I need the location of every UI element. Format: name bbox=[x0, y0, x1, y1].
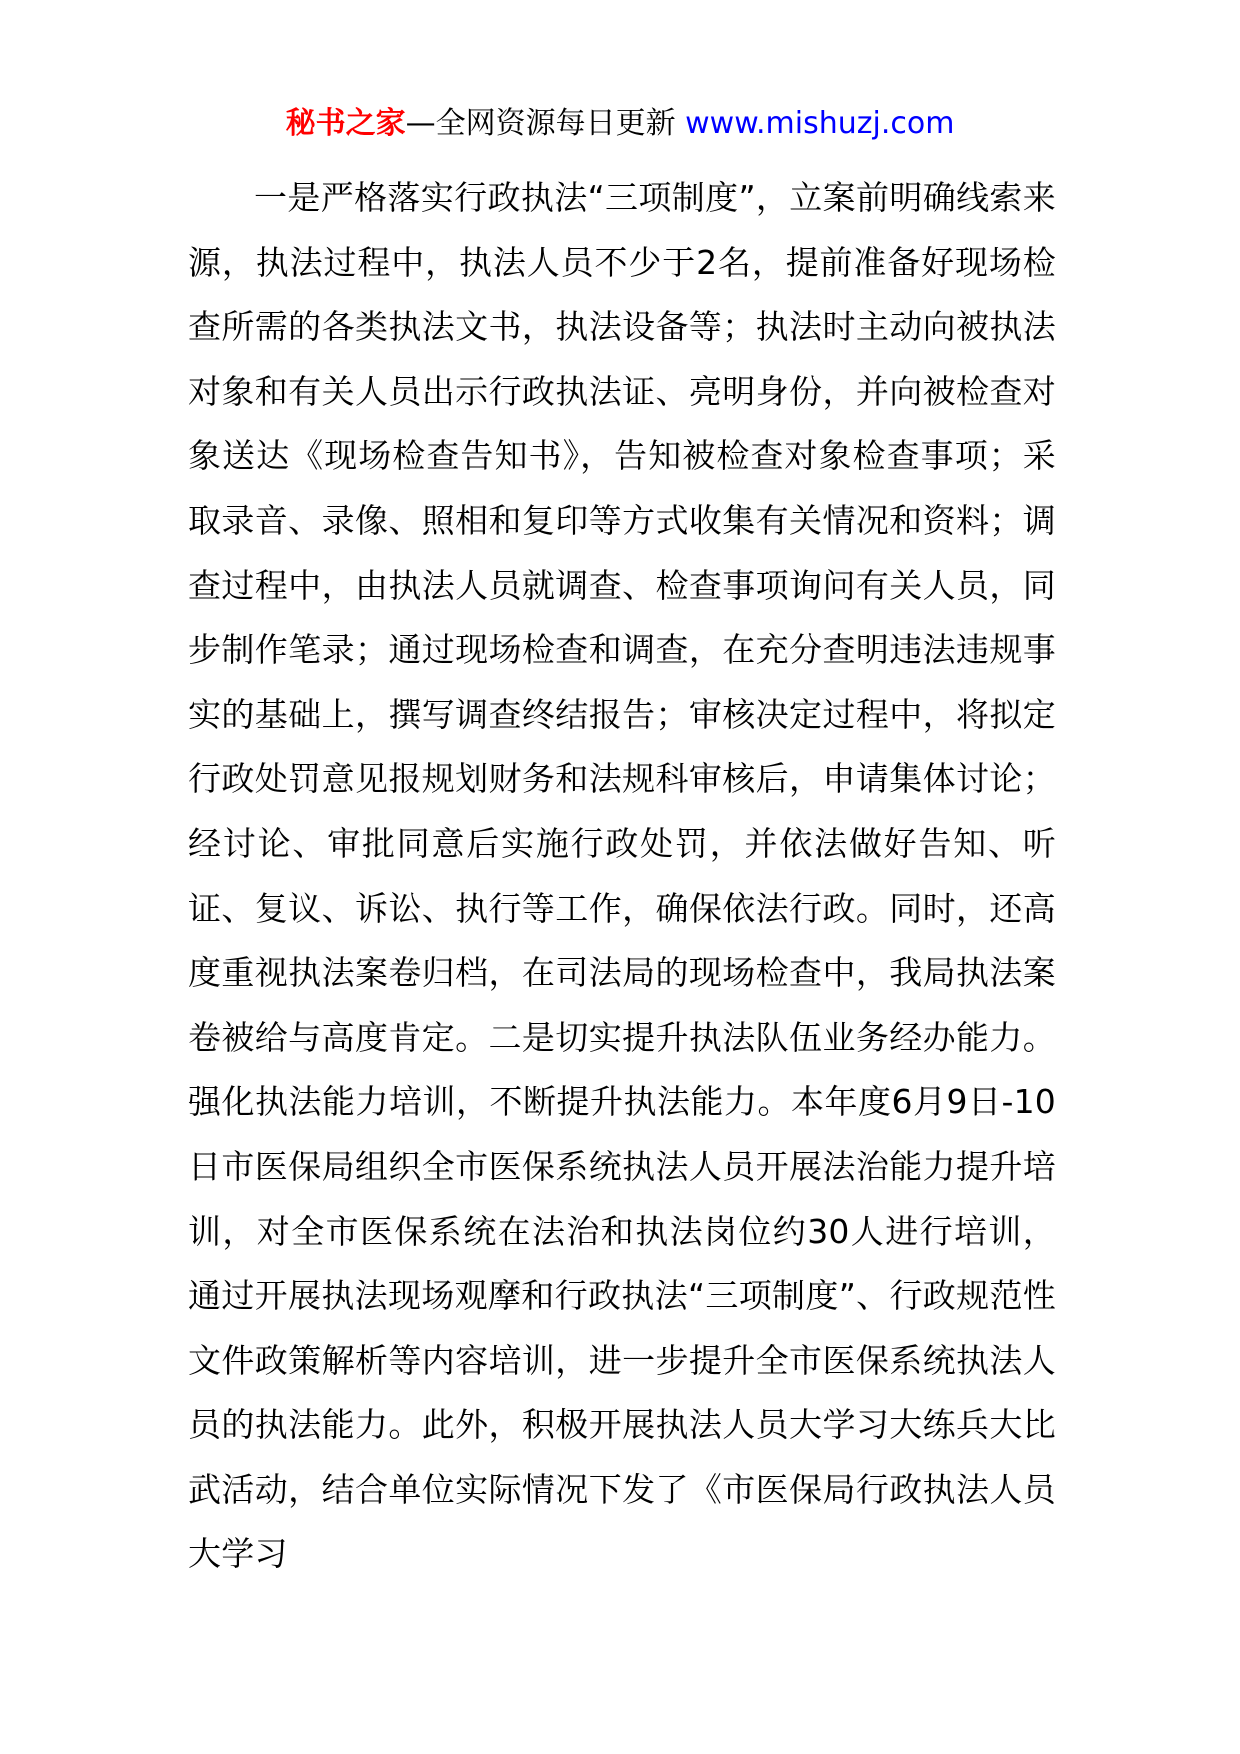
page-header bbox=[0, 104, 1240, 144]
site-url-link[interactable]: www.mishuzj.com bbox=[685, 106, 955, 141]
header-tagline: —全网资源每日更新 bbox=[405, 106, 686, 141]
document-paragraph: 一是严格落实行政执法“三项制度”，立案前明确线索来源，执法过程中，执法人员不少于2名，提前准备好现场检查所需的各类执法文书，执法设备等；执法时主动向被执法对象和有关人员出示行政执法证、亮明身份，并向被检查对象送达《现场检查告知书》，告知被检查对象检查事项；采取录音、录像、照相和复印等方式收集有关情况和资料；调查过程中，由执法人员就调查、检查事项询问有关人员，同步制作笔录；通过现场检查和调查，在充分查明违法违规事实的基础上，撰写调查终结报告；审核决定过程中，将拟定行政处罚意见报规划财务和法规科审核后，申请集体讨论；经讨论、审批同意后实施行政处罚，并依法做好告知、听证、复议、诉讼、执行等工作，确保依法行政。同时，还高度重视执法案卷归档，在司法局的现场检查中，我局执法案卷被给与高度肯定。二是切实提升执法队伍业务经办能力。强化执法能力培训，不断提升执法能力。本年度6月9日-10日市医保局组织全市医保系统执法人员开展法治能力提升培训，对全市医保系统在法治和执法岗位约30人进行培训，通过开展执法现场观摩和行政执法“三项制度”、行政规范性文件政策解析等内容培训，进一步提升全市医保系统执法人员的执法能力。此外，积极开展执法人员大学习大练兵大比武活动，结合单位实际情况下发了《市医保局行政执法人员大学习 bbox=[188, 178, 1056, 1574]
brand-name: 秘书之家 bbox=[285, 106, 406, 141]
